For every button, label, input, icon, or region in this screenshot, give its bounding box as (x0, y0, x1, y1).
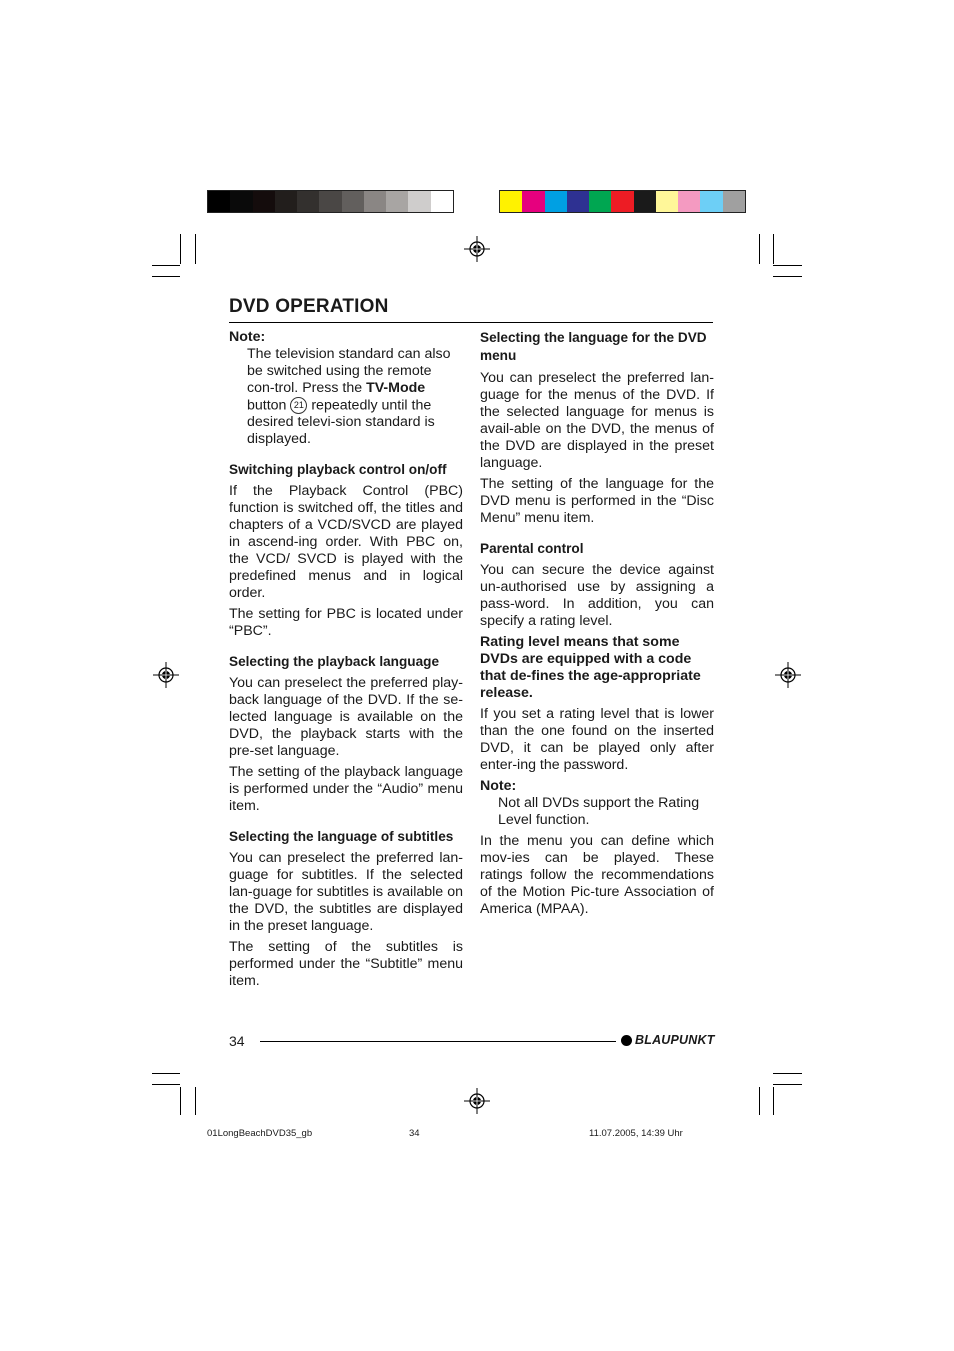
crop-mark (773, 234, 774, 264)
page-number: 34 (229, 1033, 245, 1049)
parental-control-paragraph: If you set a rating level that is lower than the one found on the inserted DVD, it can be played only after enter-ing the password. (480, 706, 714, 773)
playback-language-paragraph: The setting of the playback language is performed under the “Audio” menu item. (229, 764, 463, 815)
process-swatch (700, 191, 722, 212)
crop-mark (773, 265, 802, 266)
brand-dot-icon (621, 1035, 632, 1046)
playback-language-heading: Selecting the playback language (229, 654, 440, 670)
crop-mark (195, 234, 196, 264)
page-title: DVD OPERATION (229, 296, 389, 317)
grayscale-color-bar (207, 190, 454, 213)
slug-page: 34 (409, 1128, 420, 1139)
registration-mark-icon (153, 662, 179, 688)
process-swatch (545, 191, 567, 212)
process-swatch (567, 191, 589, 212)
crop-mark (152, 265, 180, 266)
process-swatch (522, 191, 544, 212)
note-heading: Note: (229, 329, 266, 345)
subtitles-paragraph: You can preselect the preferred lan-guage for subtitles. If the selected lan-guage for subtitles is available on the DVD, the subtitles are displayed in the preset language. (229, 850, 463, 935)
grayscale-swatch (297, 191, 319, 212)
crop-mark (152, 276, 180, 277)
parental-control-paragraph: You can secure the device against un-authorised use by assigning a pass-word. In addition, you can specify a rating level. (480, 562, 714, 629)
note-text: Not all DVDs support the Rating Level function. (498, 795, 700, 828)
grayscale-swatch (230, 191, 252, 212)
process-swatch (723, 191, 745, 212)
grayscale-swatch (364, 191, 386, 212)
grayscale-swatch (408, 191, 430, 212)
crop-mark (180, 234, 181, 264)
note-heading: Note: (480, 778, 517, 794)
parental-control-heading: Parental control (480, 541, 584, 556)
registration-mark-icon (775, 662, 801, 688)
playback-language-paragraph: You can preselect the preferred play-back language of the DVD. If the se-lected language is available on the DVD, the playback starts with the pre-set language. (229, 675, 463, 760)
process-color-bar (499, 190, 746, 213)
subtitles-heading: Selecting the language of subtitles (229, 829, 454, 845)
tv-mode-label: TV-Mode (366, 380, 426, 396)
crop-mark (773, 276, 802, 277)
note-text-part: The television standard can also be switched using the remote con-trol. Press the (247, 346, 451, 396)
slug-date: 11.07.2005, 14:39 Uhr (589, 1128, 683, 1139)
process-swatch (634, 191, 656, 212)
crop-mark (759, 234, 760, 264)
pbc-heading: Switching playback control on/off (229, 462, 447, 478)
grayscale-swatch (342, 191, 364, 212)
process-swatch (589, 191, 611, 212)
process-swatch (678, 191, 700, 212)
brand-name: BLAUPUNKT (635, 1033, 715, 1047)
crop-mark (180, 1087, 181, 1115)
crop-mark (773, 1087, 774, 1115)
process-swatch (611, 191, 633, 212)
subtitles-paragraph: The setting of the subtitles is performed under the “Subtitle” menu item. (229, 939, 463, 990)
grayscale-swatch (431, 191, 453, 212)
crop-mark (773, 1073, 802, 1074)
crop-mark (759, 1087, 760, 1115)
right-column (480, 329, 714, 922)
grayscale-swatch (386, 191, 408, 212)
pbc-paragraph: The setting for PBC is located under “PBC”. (229, 606, 463, 640)
grayscale-swatch (319, 191, 341, 212)
button-number-badge: 21 (290, 397, 307, 414)
menu-language-heading: Selecting the language for the DVD menu (480, 330, 707, 363)
left-column (229, 329, 463, 994)
note-text (229, 346, 463, 448)
slug-file: 01LongBeachDVD35_gb (207, 1128, 313, 1139)
process-swatch (656, 191, 678, 212)
footer-rule (260, 1041, 616, 1042)
registration-mark-icon (464, 236, 490, 262)
registration-mark-icon (464, 1088, 490, 1114)
parental-control-paragraph: In the menu you can define which mov-ies can be played. These ratings follow the recommendations of the Motion Pic-ture Association of America (MPAA). (480, 833, 714, 917)
brand-logo (621, 1033, 715, 1047)
crop-mark (152, 1084, 180, 1085)
grayscale-swatch (208, 191, 230, 212)
grayscale-swatch (253, 191, 275, 212)
rating-level-bold-paragraph: Rating level means that some DVDs are equipped with a code that de-fines the age-appropriate release. (480, 634, 701, 701)
crop-mark (773, 1084, 802, 1085)
menu-language-paragraph: The setting of the language for the DVD menu is performed in the “Disc Menu” menu item. (480, 476, 714, 526)
note-text-part: button (247, 397, 291, 414)
pbc-paragraph: If the Playback Control (PBC) function is switched off, the titles and chapters of a VCD/SVCD are played in ascend-ing order. With PBC on, the VCD/ SVCD is played with the predefined menus and in logical order. (229, 483, 463, 602)
note-text-part: repeatedly until the desired televi-sion standard is displayed. (247, 397, 435, 448)
crop-mark (152, 1073, 180, 1074)
crop-mark (195, 1087, 196, 1115)
grayscale-swatch (275, 191, 297, 212)
process-swatch (500, 191, 522, 212)
menu-language-paragraph: You can preselect the preferred lan-guage for the menus of the DVD. If the selected language for menus is avail-able on the DVD, the menus of the DVD are displayed in the preset language. (480, 370, 714, 471)
title-rule (229, 322, 713, 323)
